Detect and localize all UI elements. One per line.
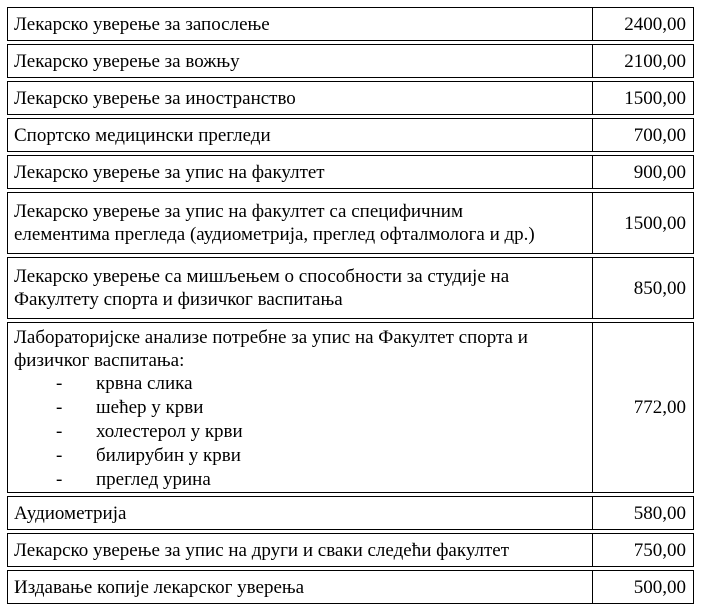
service-price: 580,00 — [593, 496, 694, 530]
lab-test-label: преглед урина — [96, 469, 211, 490]
table-row — [7, 81, 694, 115]
lab-test-list — [14, 372, 586, 492]
service-price: 500,00 — [593, 570, 694, 604]
table-row — [7, 192, 694, 254]
service-description: Аудиометрија — [7, 496, 593, 530]
service-price: 900,00 — [593, 155, 694, 189]
table-row — [7, 533, 694, 567]
service-description-line: Лекарско уверење са мишљењем о способности за студије на — [14, 266, 510, 287]
service-description — [7, 192, 593, 254]
service-price: 2400,00 — [593, 7, 694, 41]
dash-bullet: - — [56, 421, 63, 442]
dash-bullet: - — [56, 373, 63, 394]
service-description: Спортско медицински прегледи — [7, 118, 593, 152]
service-description-line: Факултету спорта и физичког васпитања — [14, 289, 343, 310]
lab-test-item — [56, 396, 586, 420]
service-price: 1500,00 — [593, 81, 694, 115]
lab-test-label: билирубин у крви — [96, 445, 241, 466]
dash-bullet: - — [56, 397, 63, 418]
service-description-line: Лекарско уверење за упис на факултет са специфичним — [14, 201, 463, 222]
dash-bullet: - — [56, 445, 63, 466]
service-description: Лекарско уверење за упис на факултет — [7, 155, 593, 189]
lab-test-item — [56, 468, 586, 492]
table-row — [7, 257, 694, 319]
lab-test-label: крвна слика — [96, 373, 193, 394]
table-row — [7, 322, 694, 493]
price-list-table — [7, 4, 694, 607]
lab-test-label: холестерол у крви — [96, 421, 243, 442]
table-row — [7, 496, 694, 530]
service-price: 1500,00 — [593, 192, 694, 254]
service-description — [7, 257, 593, 319]
lab-test-item — [56, 420, 586, 444]
table-row — [7, 44, 694, 78]
lab-test-item — [56, 444, 586, 468]
service-price: 2100,00 — [593, 44, 694, 78]
service-description — [7, 322, 593, 493]
table-row — [7, 570, 694, 604]
service-description: Лекарско уверење за запослење — [7, 7, 593, 41]
service-description-line: физичког васпитања: — [14, 350, 185, 371]
service-price: 750,00 — [593, 533, 694, 567]
lab-test-item — [56, 372, 586, 396]
table-row — [7, 155, 694, 189]
service-description-line: Лабораторијске анализе потребне за упис на Факултет спорта и — [14, 327, 528, 348]
table-row — [7, 118, 694, 152]
table-row — [7, 7, 694, 41]
lab-test-label: шећер у крви — [96, 397, 204, 418]
dash-bullet: - — [56, 469, 63, 490]
service-description: Лекарско уверење за вожњу — [7, 44, 593, 78]
service-description: Лекарско уверење за упис на други и сваки следећи факултет — [7, 533, 593, 567]
service-description: Издавање копије лекарског уверења — [7, 570, 593, 604]
service-price: 700,00 — [593, 118, 694, 152]
service-description-line: елементима прегледа (аудиометрија, преглед офталмолога и др.) — [14, 224, 535, 245]
service-description: Лекарско уверење за иностранство — [7, 81, 593, 115]
service-price: 772,00 — [593, 322, 694, 493]
service-price: 850,00 — [593, 257, 694, 319]
